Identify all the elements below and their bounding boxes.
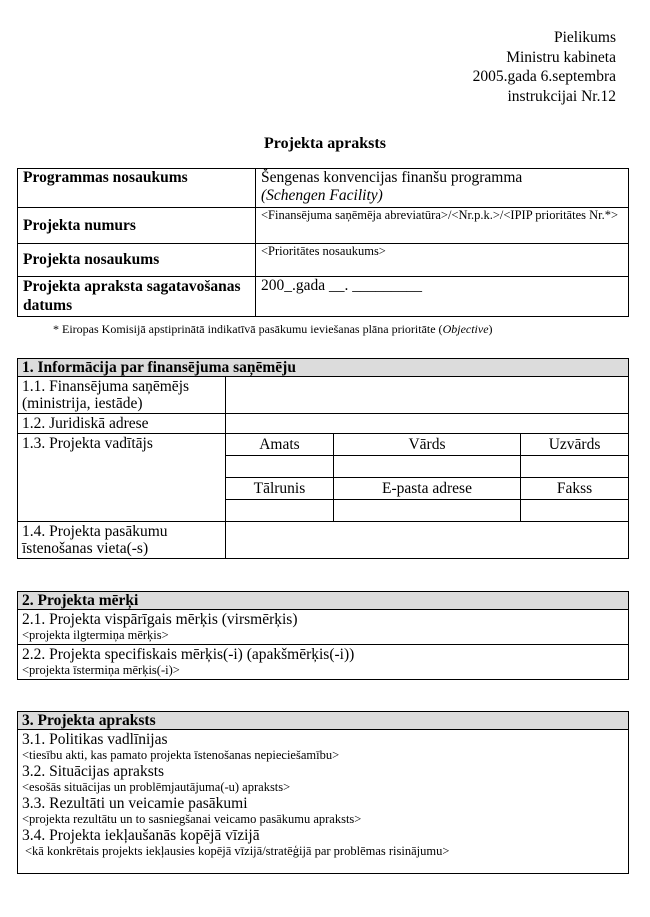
manager-details [226,434,629,522]
col-talrunis: Tālrunis [226,478,333,500]
manager-grid [226,434,628,521]
footnote [53,322,493,337]
vards-cell [333,456,520,478]
col-epasts: E-pasta adrese [333,478,520,500]
situation-label: 3.2. Situācijas apraksts [22,763,165,780]
document-title: Projekta apraksts [264,135,386,152]
policy-sub: <tiesību akti, kas pamato projekta īstenošanas nepieciešamību> [22,748,340,762]
manager-label: 1.3. Projekta vadītājs [18,434,226,522]
section-1-table [17,358,629,559]
section-2-table [17,591,629,680]
footnote-italic: Objective [442,322,489,336]
number-label: Projekta numurs [18,208,256,244]
appendix-line-4: instrukcijai Nr.12 [507,87,616,105]
section-2-heading: 2. Projekta mērķi [18,592,629,610]
results-sub: <projekta rezultātu un to sasniegšanai veicamo pasākumu apraksts> [22,812,362,826]
goal-specific [18,645,629,680]
appendix-note [473,28,616,106]
policy-label: 3.1. Politikas vadlīnijas [22,731,168,748]
amats-cell [226,456,333,478]
epasts-cell [333,500,520,522]
goal-specific-sub: <projekta īstermiņa mērķis(-i)> [22,663,180,677]
number-value: <Finansējuma saņēmēja abreviatūra>/<Nr.p.k.>/<IPIP prioritātes Nr.*> [256,208,629,244]
section-3-heading: 3. Projekta apraksts [18,712,629,730]
name-value: <Prioritātes nosaukums> [256,244,629,277]
section-1-heading: 1. Informācija par finansējuma saņēmēju [18,359,629,377]
goal-general [18,610,629,645]
date-value: 200_.gada __. _________ [256,277,629,317]
footnote-end: ) [488,322,493,336]
section-3-table [17,711,629,874]
address-value [226,414,629,434]
col-amats: Amats [226,434,333,456]
vision-sub: <kā konkrētais projekts iekļausies kopējā vīzijā/stratēģijā par problēmas risinājumu> [25,844,450,858]
col-fakss: Fakss [521,478,628,500]
col-uzvards: Uzvārds [521,434,628,456]
location-label: 1.4. Projekta pasākumu īstenošanas vieta(-s) [18,522,226,559]
address-label: 1.2. Juridiskā adrese [18,414,226,434]
goal-specific-label: 2.2. Projekta specifiskais mērķis(-i) (apakšmērķis(-i)) [22,646,355,663]
programme-value [256,169,629,208]
goal-general-sub: <projekta ilgtermiņa mērķis> [22,628,169,642]
appendix-line-2: Ministru kabineta [506,48,616,66]
recipient-value [226,377,629,414]
talrunis-cell [226,500,333,522]
project-header-table [17,168,629,317]
fakss-cell [521,500,628,522]
date-label: Projekta apraksta sagatavošanas datums [18,277,256,317]
appendix-line-1: Pielikums [553,29,616,46]
name-label: Projekta nosaukums [18,244,256,277]
col-vards: Vārds [333,434,520,456]
programme-name-italic: (Schengen Facility) [261,187,383,204]
programme-name: Šengenas konvencijas finanšu programma [261,169,523,186]
situation-sub: <esošās situācijas un problēmjautājuma(-u) apraksts> [22,780,291,794]
goal-general-label: 2.1. Projekta vispārīgais mērķis (virsmērķis) [22,611,298,628]
vision-label: 3.4. Projekta iekļaušanās kopējā vīzijā [22,827,260,844]
description-content [18,730,629,874]
appendix-line-3: 2005.gada 6.septembra [472,68,616,85]
programme-label: Programmas nosaukums [18,169,256,208]
location-value [226,522,629,559]
recipient-label: 1.1. Finansējuma saņēmējs (ministrija, iestāde) [18,377,226,414]
uzvards-cell [521,456,628,478]
results-label: 3.3. Rezultāti un veicamie pasākumi [22,795,248,812]
footnote-text: * Eiropas Komisijā apstiprinātā indikatīvā pasākumu ieviešanas plāna prioritāte ( [53,322,443,336]
